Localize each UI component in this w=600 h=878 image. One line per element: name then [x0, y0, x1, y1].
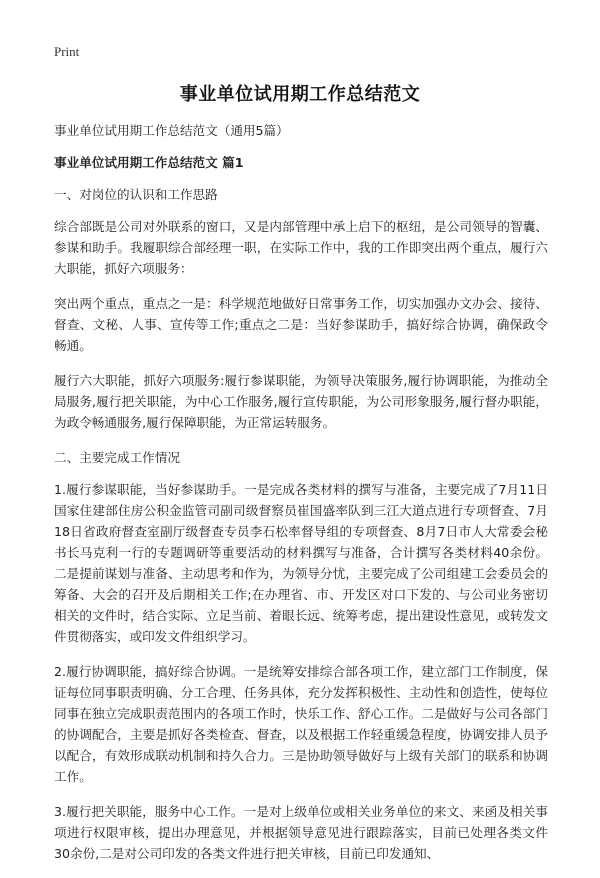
document-body: [54, 120, 548, 878]
article-heading: 事业单位试用期工作总结范文 篇1: [54, 155, 244, 170]
paragraph-6: 3.履行把关职能，服务中心工作。一是对上级单位或相关业务单位的来文、来函及相关事项进行权限审核，提出办理意见，并根据领导意见进行跟踪落实，目前已处理各类文件30余份,二是对公司印发的各类文件进行把关审核，目前已印发通知、: [54, 804, 548, 861]
document-subtitle: 事业单位试用期工作总结范文（通用5篇）: [54, 123, 289, 138]
paragraph-5: 2.履行协调职能，搞好综合协调。一是统筹安排综合部各项工作，建立部门工作制度，保证每位同事职责明确、分工合理、任务具体，充分发挥积极性、主动性和创造性，使每位同事在独立完成职责范围内的各项工作时，快乐工作、舒心工作。二是做好与公司各部门的协调配合，主要是抓好各类检查、督查，以及根据工作轻重缓急程度，协调安排人员予以配合，有效形成联动机制和持久合力。三是协助领导做好与上级有关部门的联系和协调工作。: [54, 664, 548, 784]
section-heading-1: 一、对岗位的认识和工作思路: [54, 187, 218, 202]
section-heading-2: 二、主要完成工作情况: [54, 450, 180, 465]
paragraph-1: 综合部既是公司对外联系的窗口，又是内部管理中承上启下的枢纽，是公司领导的智囊、参谋和助手。我履职综合部经理一职，在实际工作中，我的工作即突出两个重点，履行六大职能，抓好六项服务：: [54, 219, 548, 276]
document-title: 事业单位试用期工作总结范文: [179, 84, 421, 105]
paragraph-4: 1.履行参谋职能，当好参谋助手。一是完成各类材料的撰写与准备，主要完成了7月11日国家住建部住房公积金监管司副司级督察员崔国盛率队到三江大道点进行专项督查、7月18日省政府督查室副厅级督查专员李石松率督导组的专项督查、8月7日市人大常委会秘书长马克利一行的专题调研等重要活动的材料撰写与准备，合计撰写各类材料40余份。二是提前谋划与准备、主动思考和作为，为领导分忧，主要完成了公司组建工会委员会的筹备、大会的召开及后期相关工作;在办理省、市、开发区对口下发的、与公司业务密切相关的文件时，结合实际、立足当前、着眼长远、统筹考虑，提出建设性意见，或转发文件贯彻落实，或印发文件组织学习。: [54, 482, 548, 644]
paragraph-3: 履行六大职能，抓好六项服务:履行参谋职能，为领导决策服务,履行协调职能，为推动全局服务,履行把关职能，为中心工作服务,履行宣传职能，为公司形象服务,履行督办职能，为政令畅通服务,履行保障职能，为正常运转服务。: [54, 373, 548, 430]
paragraph-2: 突出两个重点，重点之一是：科学规范地做好日常事务工作，切实加强办文办会、接待、督查、文秘、人事、宣传等工作;重点之二是：当好参谋助手，搞好综合协调，确保政令畅通。: [54, 296, 548, 353]
print-link[interactable]: Print: [54, 44, 80, 59]
